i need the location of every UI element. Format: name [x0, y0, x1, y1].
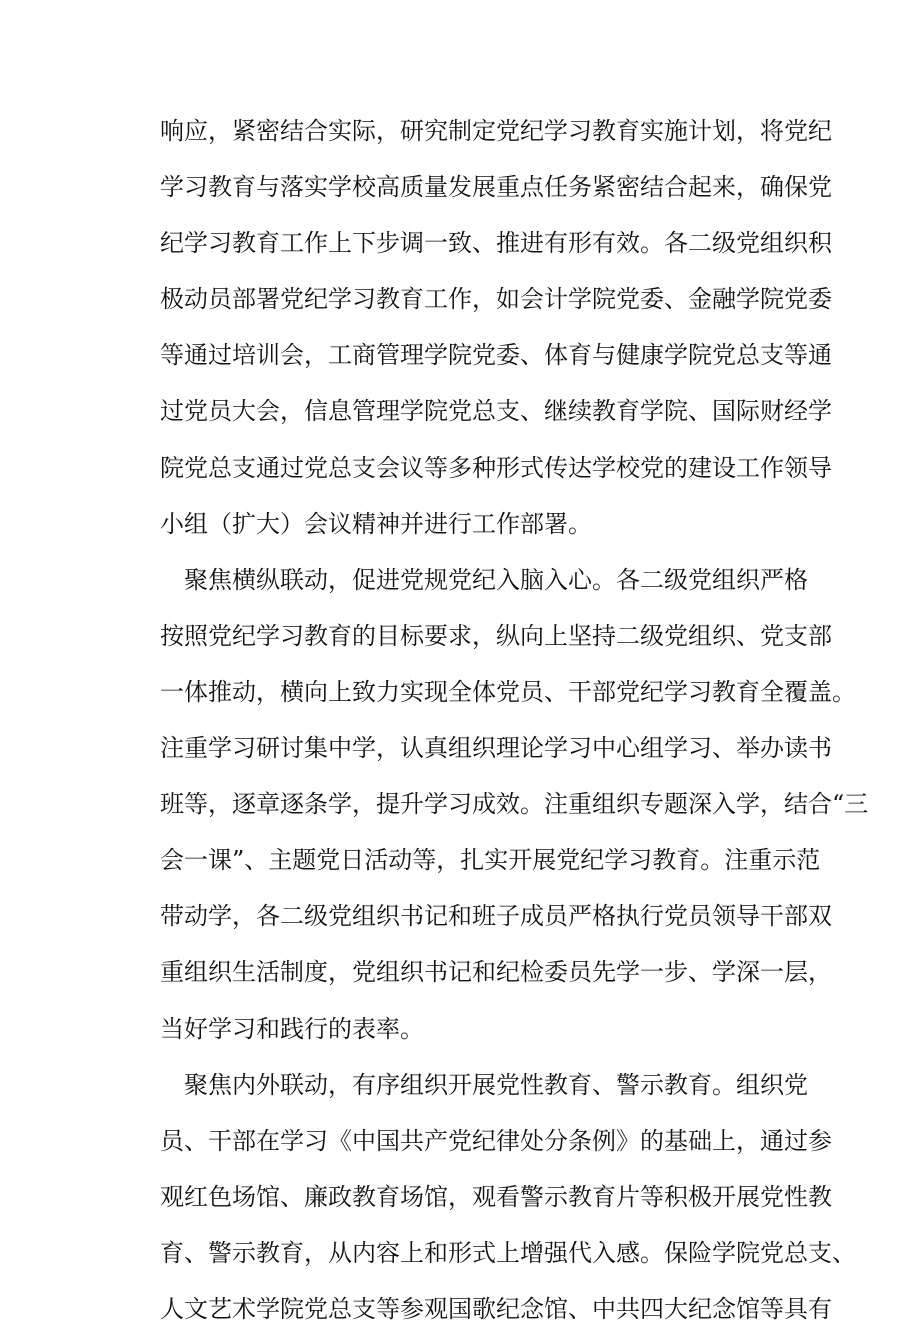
paragraph-1-line-7: 院党总支通过党总支会议等多种形式传达学校党的建设工作领导	[160, 453, 832, 482]
paragraph-1-line-1: 响应，紧密结合实际，研究制定党纪学习教育实施计划，将党纪	[160, 117, 832, 145]
paragraph-2-line-1: 聚焦横纵联动，促进党规党纪入脑入心。各二级党组织严格	[184, 565, 808, 594]
paragraph-1-line-2: 学习教育与落实学校高质量发展重点任务紧密结合起来，确保党	[160, 173, 832, 202]
paragraph-2-line-5: 班等，逐章逐条学，提升学习成效。注重组织专题深入学，结合“三	[160, 790, 869, 819]
paragraph-1-line-5: 等通过培训会，工商管理学院党委、体育与健康学院党总支等通	[160, 341, 832, 370]
paragraph-2-line-9: 当好学习和践行的表率。	[160, 1014, 424, 1043]
paragraph-3-line-4: 育、警示教育，从内容上和形式上增强代入感。保险学院党总支、	[160, 1238, 856, 1267]
paragraph-3-line-5: 人文艺术学院党总支等参观国歌纪念馆、中共四大纪念馆等具有	[160, 1294, 832, 1323]
paragraph-1-line-3: 纪学习教育工作上下步调一致、推进有形有效。各二级党组织积	[160, 229, 832, 258]
paragraph-1-line-4: 极动员部署党纪学习教育工作，如会计学院党委、金融学院党委	[160, 285, 832, 314]
paragraph-1-line-8: 小组（扩大）会议精神并进行工作部署。	[160, 509, 592, 538]
paragraph-2-line-2: 按照党纪学习教育的目标要求，纵向上坚持二级党组织、党支部	[160, 621, 832, 650]
paragraph-3-line-3: 观红色场馆、廉政教育场馆，观看警示教育片等积极开展党性教	[160, 1182, 832, 1211]
paragraph-3-line-2: 员、干部在学习《中国共产党纪律处分条例》的基础上，通过参	[160, 1126, 832, 1155]
paragraph-2-line-6: 会一课”、主题党日活动等，扎实开展党纪学习教育。注重示范	[160, 846, 821, 875]
paragraph-2-line-4: 注重学习研讨集中学，认真组织理论学习中心组学习、举办读书	[160, 734, 832, 763]
paragraph-2-line-3: 一体推动，横向上致力实现全体党员、干部党纪学习教育全覆盖。	[160, 677, 856, 706]
paragraph-2-line-8: 重组织生活制度，党组织书记和纪检委员先学一步、学深一层，	[160, 958, 832, 987]
body-text	[160, 103, 869, 1337]
paragraph-2-line-7: 带动学，各二级党组织书记和班子成员严格执行党员领导干部双	[160, 902, 832, 931]
paragraph-1-line-6: 过党员大会，信息管理学院党总支、继续教育学院、国际财经学	[160, 397, 832, 426]
paragraph-3-line-1: 聚焦内外联动，有序组织开展党性教育、警示教育。组织党	[184, 1070, 808, 1099]
